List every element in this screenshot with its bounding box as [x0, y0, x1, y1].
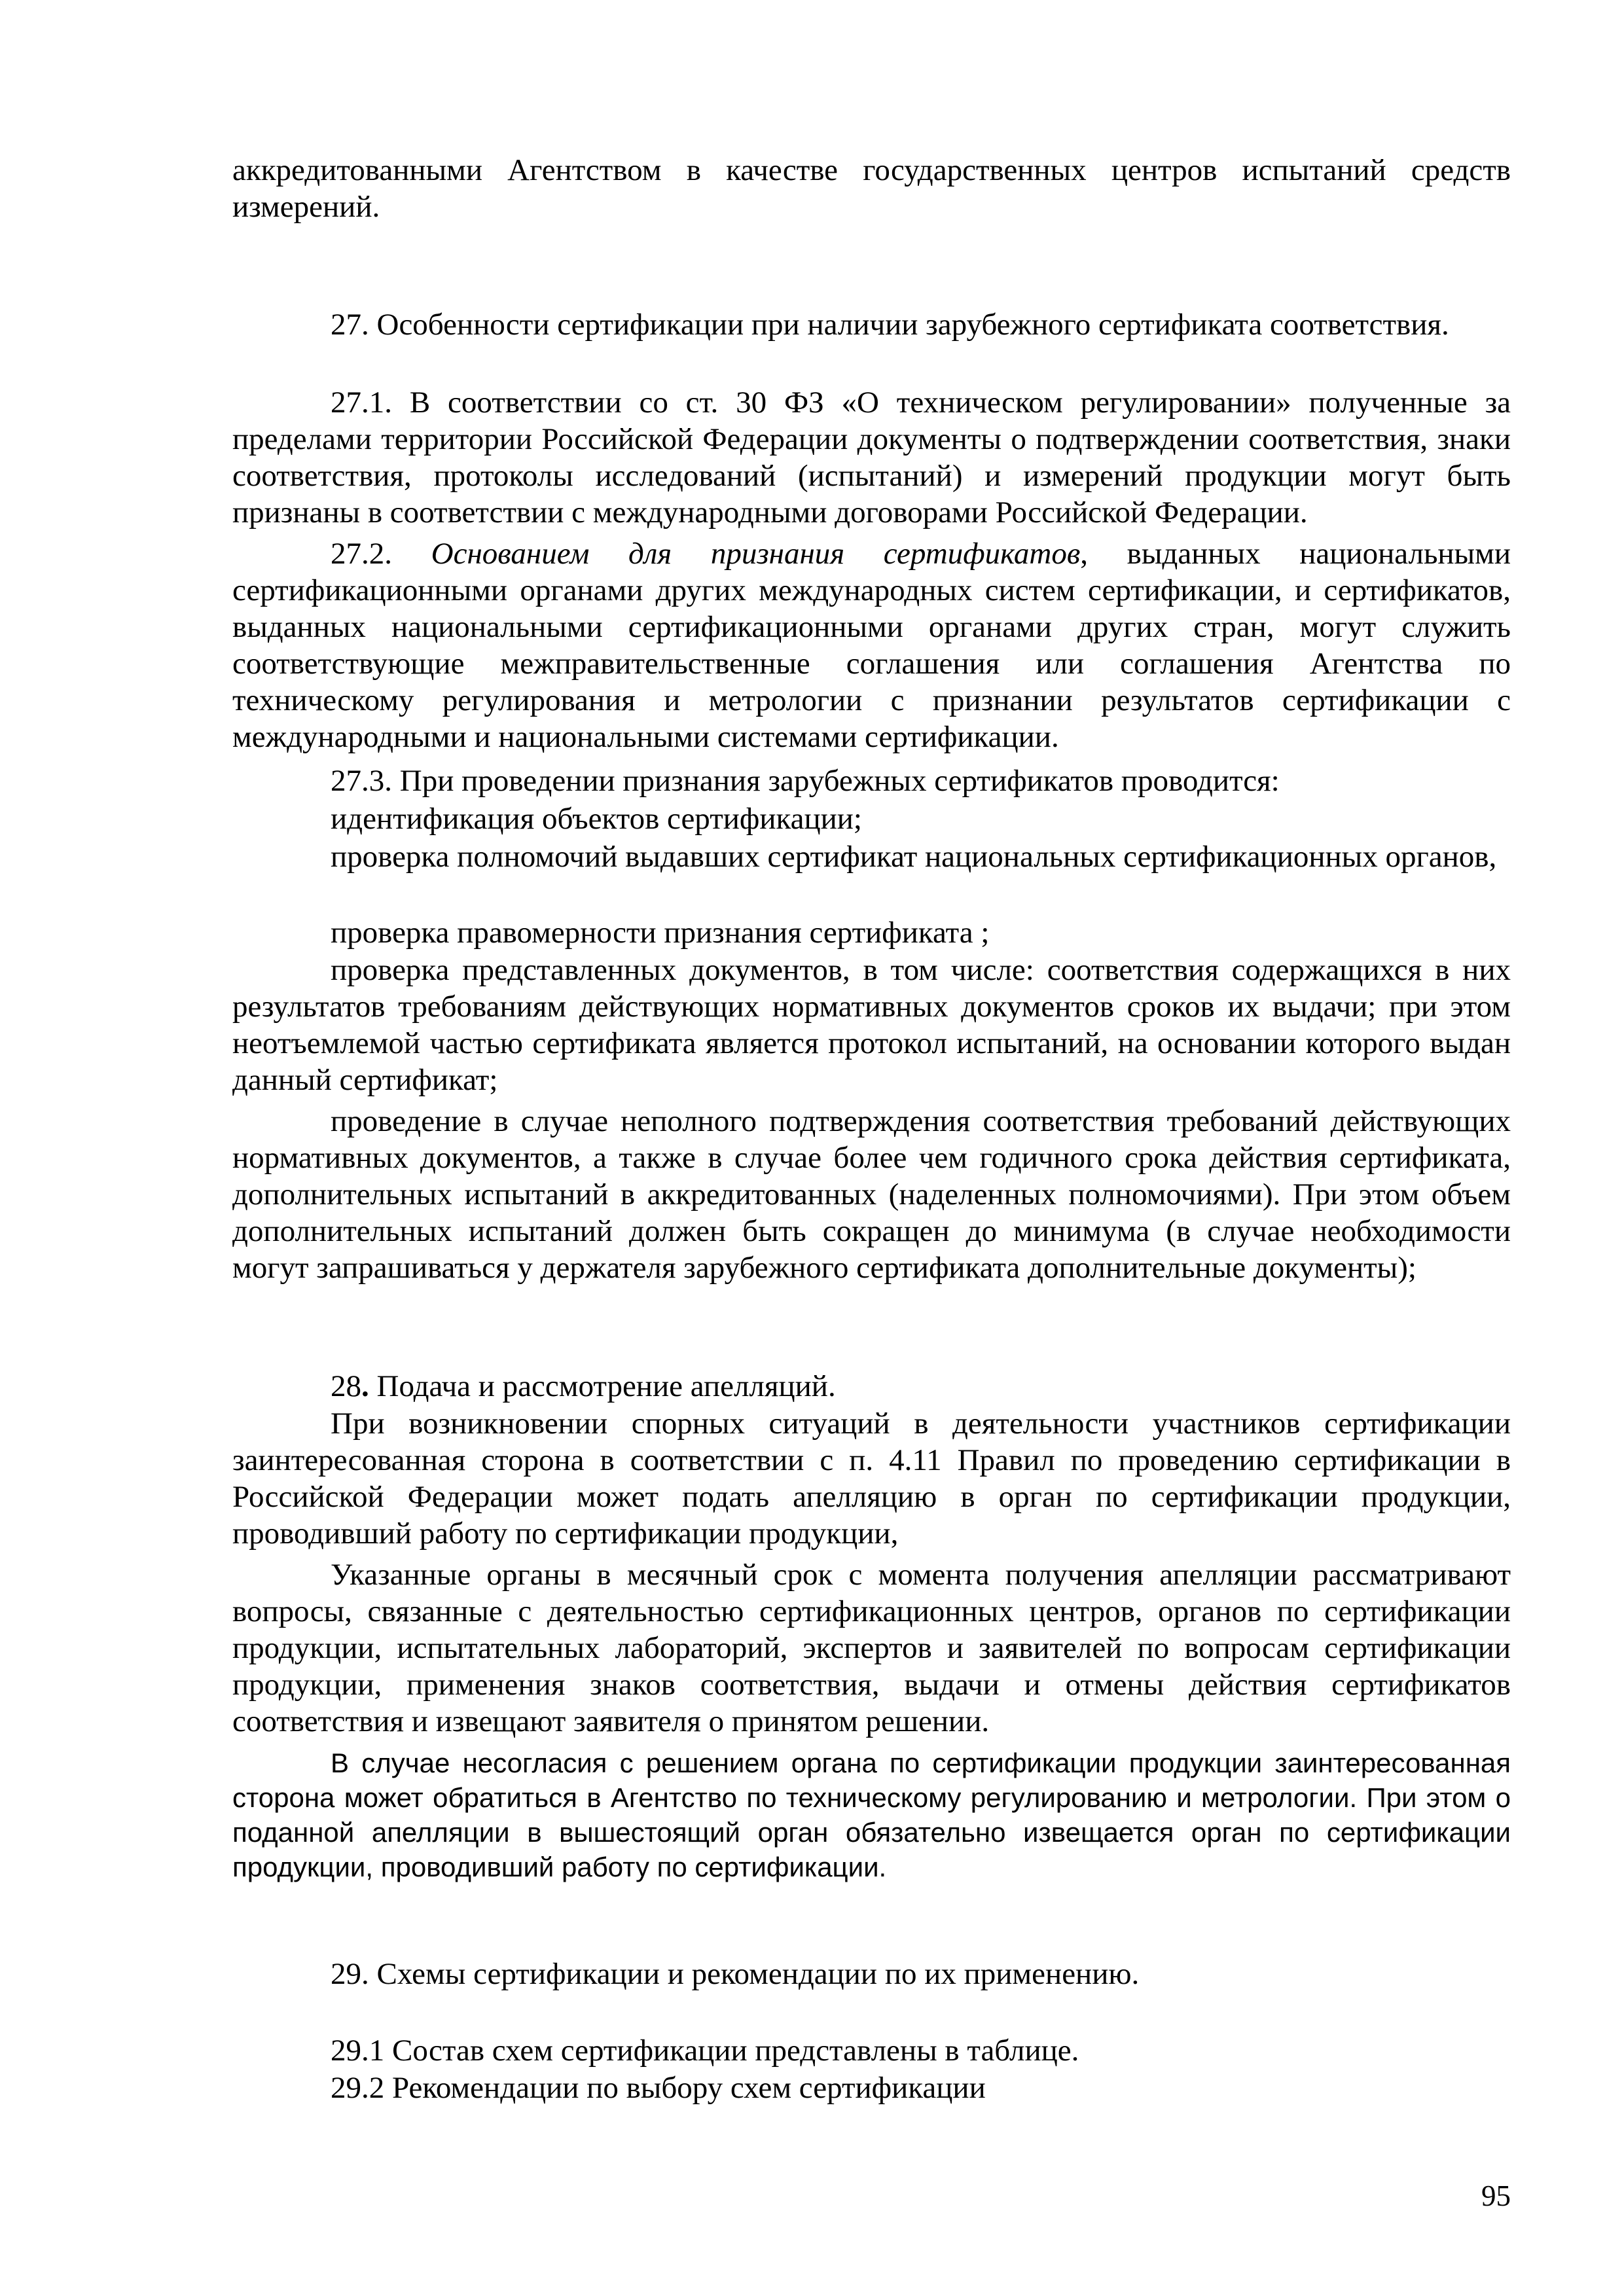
section-27-2-paragraph: [232, 535, 1511, 755]
page-number: 95: [1481, 2179, 1511, 2212]
section-28-paragraph-3: В случае несогласия с решением органа по сертификации продукции заинтересованная сторона может обратиться в Агентство по техническому регулированию и метрологии. При этом о поданной апелляции в вышестоящий орган обязательно извещается орган по сертификации продукции, проводивший работу по сертификации.: [232, 1748, 1511, 1882]
section-27-2-number: 27.2.: [331, 537, 431, 571]
section-28-heading-dot: .: [361, 1369, 369, 1403]
section-28-paragraph-2: Указанные органы в месячный срок с момента получения апелляции рассматривают вопросы, связанные с деятельностью сертификационных центров, органов по сертификации продукции, испытательных лабораторий, экспертов и заявителей по вопросам сертификации продукции, применения знаков соответствия, выдачи и отмены действия сертификатов соответствия и извещают заявителя о принятом решении.: [232, 1558, 1511, 1738]
list-item: проверка правомерности признания сертификата ;: [331, 916, 990, 950]
list-item: проверка полномочий выдавших сертификат национальных сертификационных органов,: [331, 840, 1497, 874]
list-item: проведение в случае неполного подтверждения соответствия требований действующих нормативных документов, а также в случае более чем годичного срока действия сертификата, дополнительных испытаний в аккредитованных (наделенных полномочиями). При этом объем дополнительных испытаний должен быть сокращен до минимума (в случае необходимости могут запрашиваться у держателя зарубежного сертификата дополнительные документы);: [232, 1104, 1511, 1285]
section-29-1-paragraph: 29.1 Состав схем сертификации представлены в таблице.: [331, 2034, 1079, 2068]
section-27-2-text: , выданных национальными сертификационными органами других международных систем сертификации, и сертификатов, выданных национальными сертификационными органами других стран, могут служить соответствующие межправительственные соглашения или соглашения Агентства по техническому регулирования и метрологии с признании результатов сертификации с международными и национальными системами сертификации.: [232, 537, 1511, 754]
section-28-heading-number: 28: [331, 1369, 361, 1403]
section-29-heading: 29. Схемы сертификации и рекомендации по их применению.: [331, 1957, 1140, 1991]
section-28-heading-text: Подача и рассмотрение апелляций.: [369, 1369, 836, 1403]
section-27-2-italic-phrase: Основанием для признания сертификатов: [431, 537, 1081, 571]
section-28-paragraph-1: При возникновении спорных ситуаций в деятельности участников сертификации заинтересованная сторона в соответствии с п. 4.11 Правил по проведению сертификации в Российской Федерации может подать апелляцию в орган по сертификации продукции, проводивший работу по сертификации продукции,: [232, 1407, 1511, 1551]
section-27-heading: 27. Особенности сертификации при наличии зарубежного сертификата соответствия.: [331, 308, 1449, 342]
list-item: проверка представленных документов, в том числе: соответствия содержащихся в них результатов требованиям действующих нормативных документов сроков их выдачи; при этом неотъемлемой частью сертификата является протокол испытаний, на основании которого выдан данный сертификат;: [232, 953, 1511, 1097]
section-27-1-paragraph: 27.1. В соответствии со ст. 30 ФЗ «О техническом регулировании» полученные за пределами территории Российской Федерации документы о подтверждении соответствия, знаки соответствия, протоколы исследований (испытаний) и измерений продукции могут быть признаны в соответствии с международными договорами Российской Федерации.: [232, 386, 1511, 529]
intro-tail-paragraph: аккредитованными Агентством в качестве государственных центров испытаний средств измерений.: [232, 153, 1511, 224]
section-27-3-paragraph: 27.3. При проведении признания зарубежных сертификатов проводится:: [331, 764, 1280, 798]
list-item: идентификация объектов сертификации;: [331, 802, 862, 836]
section-29-2-paragraph: 29.2 Рекомендации по выбору схем сертификации: [331, 2071, 986, 2105]
section-28-heading: [232, 1368, 1511, 1405]
